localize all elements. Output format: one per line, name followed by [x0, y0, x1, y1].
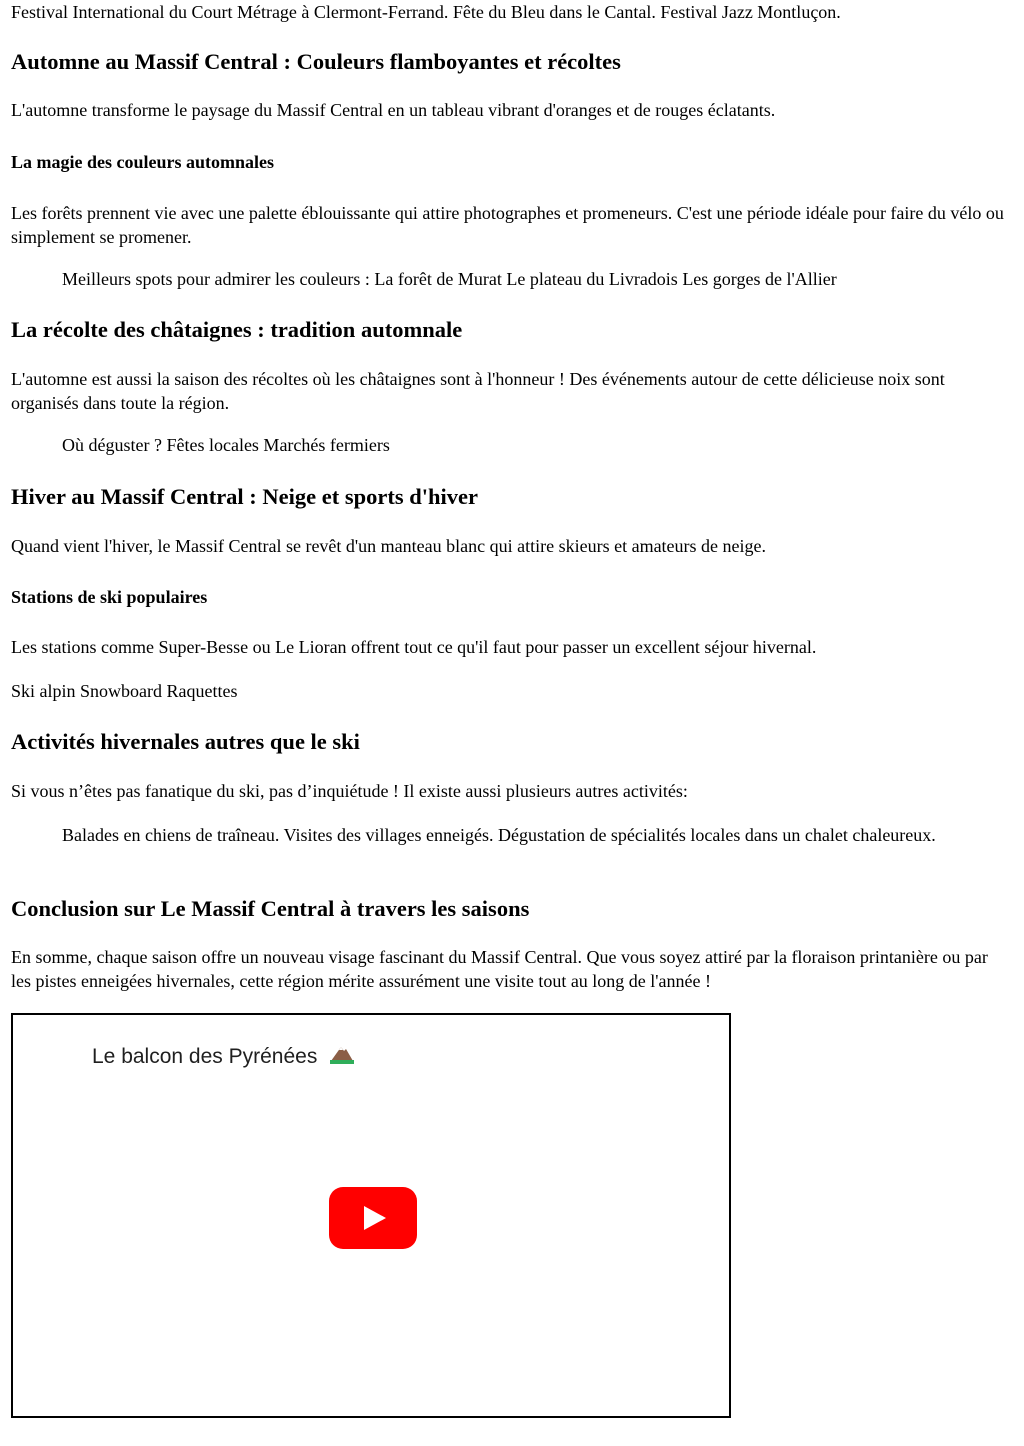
- youtube-video-embed[interactable]: [11, 1013, 731, 1418]
- autumn-intro-text: L'automne transforme le paysage du Massif Central en un tableau vibrant d'oranges et de rouges éclatants.: [11, 100, 776, 120]
- youtube-play-button[interactable]: [329, 1187, 417, 1249]
- other-activities-quote: Balades en chiens de traîneau. Visites des villages enneigés. Dégustation de spécialités locales dans un chalet chaleureux.: [62, 825, 936, 845]
- conclusion-heading: Conclusion sur Le Massif Central à travers les saisons: [11, 896, 530, 921]
- ski-stations-text: Les stations comme Super-Besse ou Le Lioran offrent tout ce qu'il faut pour passer un excellent séjour hivernal.: [11, 637, 817, 657]
- ski-stations-subheading: Stations de ski populaires: [11, 587, 208, 607]
- youtube-play-icon[interactable]: [329, 1187, 417, 1249]
- winter-heading: Hiver au Massif Central : Neige et sports d'hiver: [11, 484, 479, 509]
- other-activities-text: Si vous n’êtes pas fanatique du ski, pas d’inquiétude ! Il existe aussi plusieurs autres activités:: [11, 781, 688, 801]
- mountain-icon: [329, 1043, 355, 1073]
- autumn-colors-text: Les forêts prennent vie avec une palette éblouissante qui attire photographes et promeneurs. C'est une période idéale pour faire du vélo ou simplement se promener.: [11, 203, 1004, 247]
- autumn-heading: Automne au Massif Central : Couleurs flamboyantes et récoltes: [11, 49, 621, 74]
- conclusion-text: En somme, chaque saison offre un nouveau visage fascinant du Massif Central. Que vous soyez attiré par la floraison printanière ou par les pistes enneigées hivernales, cette région mérite assurément une visite tout au long de l'année !: [11, 947, 988, 991]
- autumn-spots-quote: Meilleurs spots pour admirer les couleurs : La forêt de Murat Le plateau du Livradois Les gorges de l'Allier: [62, 269, 837, 289]
- autumn-colors-subheading: La magie des couleurs automnales: [11, 152, 274, 172]
- chestnut-text: L'automne est aussi la saison des récoltes où les châtaignes sont à l'honneur ! Des événements autour de cette délicieuse noix sont organisés dans toute la région.: [11, 369, 945, 413]
- winter-intro-text: Quand vient l'hiver, le Massif Central se revêt d'un manteau blanc qui attire skieurs et amateurs de neige.: [11, 536, 767, 556]
- winter-sports-line: Ski alpin Snowboard Raquettes: [11, 681, 238, 701]
- other-activities-heading: Activités hivernales autres que le ski: [11, 729, 360, 754]
- festival-list-line: Festival International du Court Métrage à Clermont-Ferrand. Fête du Bleu dans le Cantal. Festival Jazz Montluçon.: [11, 2, 841, 22]
- chestnut-quote: Où déguster ? Fêtes locales Marchés fermiers: [62, 435, 390, 455]
- video-title-bar[interactable]: [92, 1043, 355, 1073]
- video-title-text[interactable]: Le balcon des Pyrénées: [92, 1045, 318, 1068]
- chestnut-heading: La récolte des châtaignes : tradition automnale: [11, 317, 463, 342]
